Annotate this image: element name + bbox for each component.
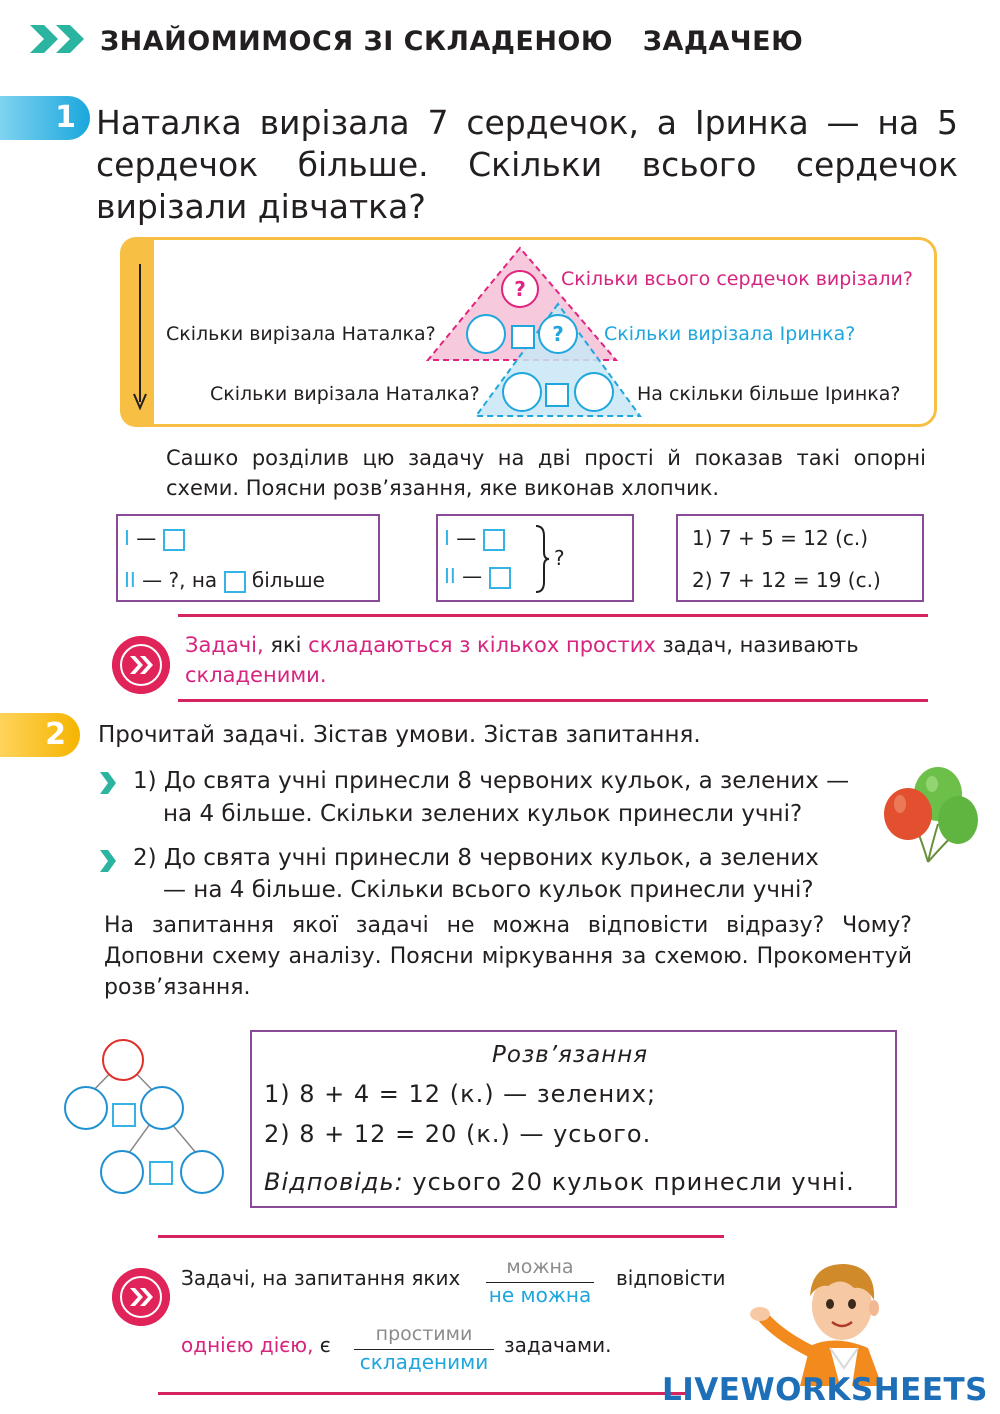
operation-square-2 bbox=[546, 384, 568, 406]
support-scheme-1 bbox=[116, 514, 380, 602]
conclusion-part2: відповісти bbox=[616, 1266, 726, 1290]
natalka-circle-2 bbox=[503, 373, 541, 411]
row2-text: — ?, на bbox=[142, 568, 218, 592]
solution-line-2: 2) 7 + 12 = 19 (с.) bbox=[692, 568, 881, 592]
rule-bottom-line bbox=[178, 699, 928, 702]
task2-paragraph: На запитання якої задачі не можна відповісти відразу? Чому? Доповни схему аналізу. Поясни міркування за схемою. Прокоментуй розв’язання. bbox=[104, 913, 912, 1000]
tree-left-circle bbox=[65, 1087, 107, 1129]
analysis-tree bbox=[60, 1038, 230, 1198]
tree-bottom-right-circle bbox=[181, 1151, 223, 1193]
roman-2: II bbox=[124, 568, 136, 592]
dash: — bbox=[462, 564, 483, 588]
natalka-circle bbox=[467, 315, 505, 353]
double-chevron-icon bbox=[28, 22, 88, 56]
choice-1-option-top[interactable]: можна bbox=[506, 1256, 574, 1278]
solution-answer: Відповідь: усього 20 кульок принесли учні. bbox=[264, 1168, 855, 1196]
solution-line-1: 1) 7 + 5 = 12 (с.) bbox=[692, 526, 869, 550]
task2-item1-line1: 1) До свята учні принесли 8 червоних кульок, а зелених — bbox=[133, 768, 850, 794]
tree-square-2 bbox=[150, 1162, 172, 1184]
page-title: ЗНАЙОМИМОСЯ ЗІ СКЛАДЕНОЮ ЗАДАЧЕЮ bbox=[100, 26, 804, 57]
choice-2-option-bottom[interactable]: складеними bbox=[359, 1350, 489, 1374]
tree-square-1 bbox=[113, 1104, 135, 1126]
conclusion-part5: задачами. bbox=[504, 1333, 612, 1357]
label-more: На скільки більше Іринка? bbox=[637, 383, 901, 405]
choice-1-option-bottom[interactable]: не можна bbox=[488, 1283, 592, 1307]
tree-top-circle bbox=[103, 1040, 143, 1080]
brace-question: ? bbox=[554, 546, 565, 570]
choice-1[interactable] bbox=[486, 1256, 594, 1307]
label-natalka-2: Скільки вирізала Наталка? bbox=[210, 383, 480, 405]
down-arrow-icon bbox=[130, 262, 150, 412]
dash: — bbox=[136, 526, 157, 550]
solution-frame-1 bbox=[676, 514, 924, 602]
conclusion-part1: Задачі, на запитання яких bbox=[181, 1266, 461, 1290]
roman-2: II bbox=[444, 564, 456, 588]
conclusion-top-line bbox=[158, 1235, 724, 1238]
tree-bottom-left-circle bbox=[101, 1151, 143, 1193]
boy-character-image bbox=[750, 1256, 900, 1386]
operation-square bbox=[512, 326, 534, 348]
task2-item2-line2: — на 4 більше. Скільки всього кульок принесли учні? bbox=[163, 877, 814, 903]
task1-paragraph: Сашко розділив цю задачу на дві прості й показав такі опорні схеми. Поясни розв’язання, яке виконав хлопчик. bbox=[166, 446, 926, 500]
brace-icon bbox=[534, 524, 550, 594]
solution-title: Розв’язання bbox=[492, 1042, 649, 1068]
conclusion-part3: однією дією, є bbox=[181, 1333, 331, 1357]
conclusion-bottom-line bbox=[158, 1392, 688, 1395]
task-number-2: 2 bbox=[0, 713, 80, 757]
scheme1-row1 bbox=[124, 526, 185, 551]
bullet-chevron-icon bbox=[98, 770, 118, 796]
rule-top-line bbox=[178, 614, 928, 617]
answer-box[interactable] bbox=[489, 567, 511, 589]
scheme2-row1 bbox=[444, 526, 505, 551]
task2-item1-line2: на 4 більше. Скільки зелених кульок принесли учні? bbox=[163, 801, 803, 827]
solution-step-2: 2) 8 + 12 = 20 (к.) — усього. bbox=[264, 1120, 652, 1148]
solution-box bbox=[250, 1030, 897, 1208]
answer-box[interactable] bbox=[224, 571, 246, 593]
dash: — bbox=[456, 526, 477, 550]
scheme1-row2 bbox=[124, 568, 325, 593]
tree-right-circle bbox=[141, 1087, 183, 1129]
liveworksheets-watermark: LIVEWORKSHEETS bbox=[662, 1372, 988, 1408]
bullet-chevron-icon bbox=[98, 848, 118, 874]
choice-2[interactable] bbox=[354, 1323, 494, 1374]
task1-text: Наталка вирізала 7 сердечок, а Іринка — на 5 сердечок більше. Скільки всього сердечок вирізали дівчатка? bbox=[96, 103, 958, 226]
choice-2-option-top[interactable]: простими bbox=[375, 1323, 473, 1345]
rule-icon bbox=[112, 1268, 170, 1326]
task2-item2-line1: 2) До свята учні принесли 8 червоних кульок, а зелених bbox=[133, 845, 819, 871]
label-natalka-1: Скільки вирізала Наталка? bbox=[166, 323, 436, 345]
answer-box[interactable] bbox=[483, 529, 505, 551]
irynka-question-mark: ? bbox=[552, 322, 564, 346]
label-irynka: Скільки вирізала Іринка? bbox=[604, 323, 856, 345]
balloons-image bbox=[880, 764, 980, 868]
answer-box[interactable] bbox=[163, 529, 185, 551]
solution-step-1: 1) 8 + 4 = 12 (к.) — зелених; bbox=[264, 1080, 657, 1108]
support-scheme-2 bbox=[436, 514, 634, 602]
rule-text: Задачі, які складаються з кількох простих задач, називають складеними. bbox=[185, 633, 859, 687]
total-question-mark: ? bbox=[514, 277, 526, 301]
task2-intro: Прочитай задачі. Зістав умови. Зістав запитання. bbox=[98, 722, 701, 748]
roman-1: I bbox=[444, 526, 450, 550]
task-number-1: 1 bbox=[0, 96, 90, 140]
scheme2-row2 bbox=[444, 564, 511, 589]
roman-1: I bbox=[124, 526, 130, 550]
row2-suffix: більше bbox=[251, 568, 325, 592]
rule-icon bbox=[112, 636, 170, 694]
label-total: Скільки всього сердечок вирізали? bbox=[561, 268, 913, 290]
more-circle bbox=[575, 373, 613, 411]
